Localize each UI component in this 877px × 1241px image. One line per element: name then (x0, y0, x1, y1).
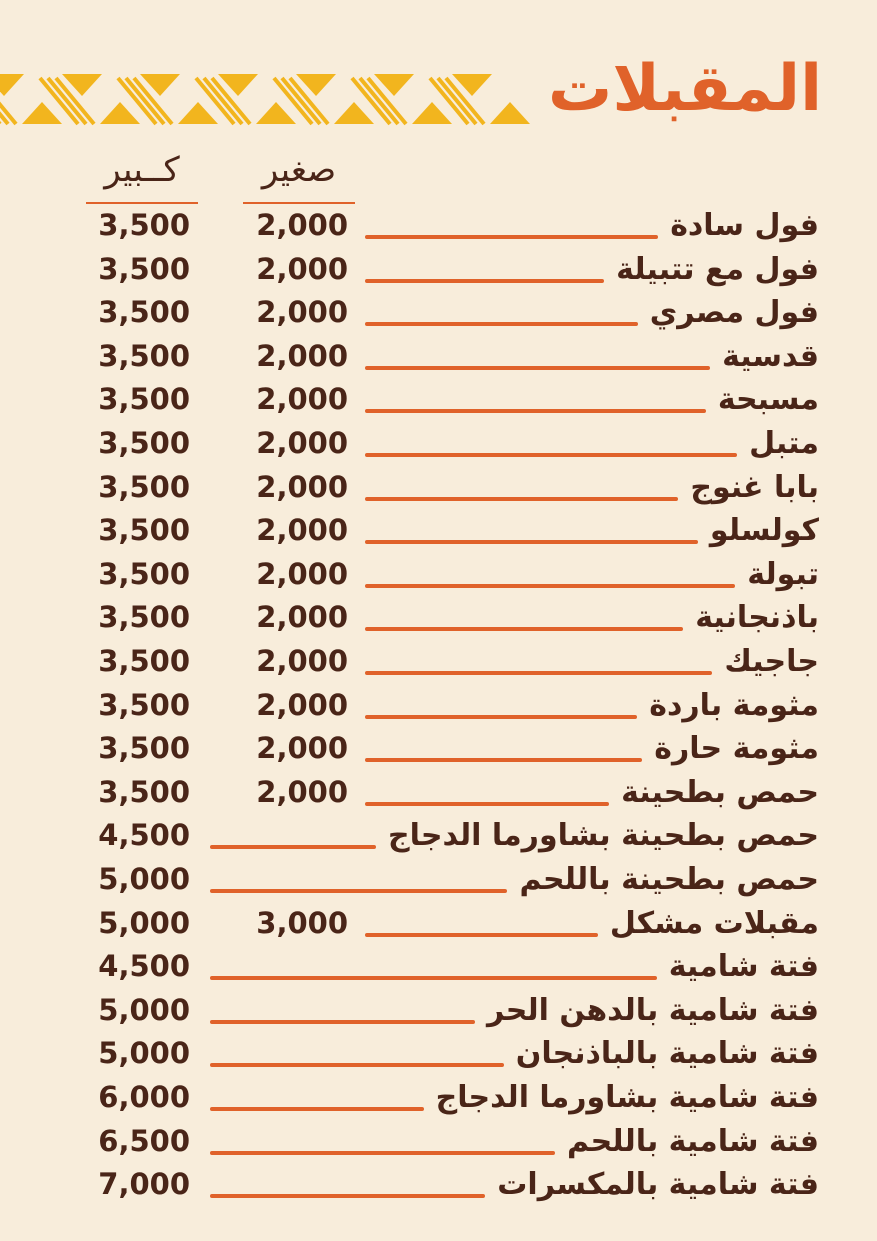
leader-dash (365, 584, 735, 588)
menu-item-row (0, 1163, 877, 1206)
price-large: 5,000 (98, 1036, 190, 1071)
menu-item-name: فتة شامية بشاورما الدجاج (435, 1080, 819, 1115)
menu-item-name: حمص بطحينة (621, 774, 819, 810)
price-small: 2,000 (256, 295, 348, 330)
menu-item-row (0, 509, 877, 552)
price-large: 3,500 (98, 251, 190, 286)
leader-dash (365, 715, 637, 719)
leader-dash (210, 1151, 555, 1155)
leader-dash (210, 1020, 475, 1024)
pattern-triangle-up (334, 102, 374, 124)
menu-item-name: فتة شامية باللحم (567, 1123, 819, 1159)
leader-dash (210, 1194, 485, 1198)
menu-item-row (0, 596, 877, 639)
leader-dash (365, 627, 683, 631)
price-large: 5,000 (98, 992, 190, 1027)
menu-item-name: مقبلات مشكل (609, 905, 819, 941)
menu-item-name: حمص بطحينة باللحم (519, 862, 819, 897)
pattern-triangle-down (0, 74, 24, 96)
menu-item-row (0, 204, 877, 247)
leader-dash (210, 1063, 504, 1067)
pattern-triangle-up (100, 102, 140, 124)
price-large: 7,000 (98, 1167, 190, 1202)
menu-item-row (0, 466, 877, 509)
menu-item-name: مثومة حارة (654, 731, 819, 767)
price-small: 2,000 (256, 382, 348, 417)
menu-item-row (0, 858, 877, 901)
pattern-triangle-up (256, 102, 296, 124)
price-small: 2,000 (256, 426, 348, 460)
menu-item-row (0, 1032, 877, 1075)
price-small: 2,000 (256, 513, 348, 548)
menu-item-row (0, 684, 877, 727)
menu-item-name: فتة شامية بالمكسرات (497, 1167, 819, 1203)
page-title: المقبلات (548, 52, 822, 126)
leader-dash (365, 322, 638, 326)
menu-item-name: بابا غنوج (690, 469, 819, 505)
leader-dash (365, 540, 698, 544)
price-large: 3,500 (98, 731, 190, 766)
price-large: 3,500 (98, 513, 190, 548)
price-small: 2,000 (256, 644, 348, 678)
menu-item-name: فول سادة (670, 208, 819, 243)
price-large: 3,500 (98, 295, 190, 330)
column-header-large-label: كــبير (104, 150, 180, 190)
price-small: 2,000 (256, 251, 348, 286)
menu-item-name: فتة شامية (668, 949, 819, 985)
menu-item-row (0, 727, 877, 770)
price-large: 3,500 (98, 382, 190, 417)
price-large: 3,500 (98, 556, 190, 591)
leader-dash (210, 889, 507, 893)
price-large: 6,000 (98, 1080, 190, 1114)
price-small: 2,000 (256, 469, 348, 504)
leader-dash (210, 976, 657, 980)
price-small: 2,000 (256, 208, 348, 242)
menu-item-name: فول مع تتبيلة (616, 251, 819, 287)
price-small: 2,000 (256, 338, 348, 373)
menu-item-name: فول مصري (649, 295, 819, 331)
leader-dash (365, 758, 642, 762)
price-large: 4,500 (98, 949, 190, 984)
price-small: 3,000 (256, 905, 348, 940)
column-header-small-label: صغير (261, 150, 337, 190)
menu-item-row (0, 814, 877, 857)
menu-item-row (0, 335, 877, 378)
price-large: 4,500 (98, 818, 190, 853)
menu-item-row (0, 640, 877, 683)
menu-item-name: مسبحة (717, 382, 819, 418)
price-large: 5,000 (98, 862, 190, 896)
price-large: 3,500 (98, 338, 190, 373)
price-large: 3,500 (98, 774, 190, 809)
menu-item-name: كولسلو (709, 513, 819, 549)
menu-item-row (0, 1120, 877, 1163)
menu-item-name: مثومة باردة (649, 687, 819, 723)
price-large: 3,500 (98, 644, 190, 678)
price-large: 3,500 (98, 208, 190, 242)
leader-dash (365, 409, 706, 413)
price-small: 2,000 (256, 687, 348, 722)
leader-dash (365, 235, 658, 239)
leader-dash (365, 366, 710, 370)
leader-dash (365, 279, 604, 283)
menu-item-row (0, 989, 877, 1032)
price-small: 2,000 (256, 600, 348, 635)
menu-item-row (0, 248, 877, 291)
menu-item-row (0, 1076, 877, 1119)
price-large: 3,500 (98, 600, 190, 635)
leader-dash (365, 453, 737, 457)
menu-item-name: قدسية (722, 338, 819, 374)
menu-item-row (0, 902, 877, 945)
price-large: 5,000 (98, 905, 190, 940)
menu-item-name: تبولة (747, 556, 819, 592)
menu-item-row (0, 291, 877, 334)
menu-item-row (0, 945, 877, 988)
price-large: 6,500 (98, 1123, 190, 1158)
column-header-large (86, 150, 198, 190)
menu-item-name: فتة شامية بالباذنجان (515, 1036, 819, 1072)
price-small: 2,000 (256, 731, 348, 766)
price-small: 2,000 (256, 774, 348, 809)
menu-item-name: حمص بطحينة بشاورما الدجاج (388, 818, 819, 854)
menu-item-name: جاجيك (724, 644, 819, 679)
price-small: 2,000 (256, 556, 348, 591)
pattern-triangle-up (178, 102, 218, 124)
price-large: 3,500 (98, 426, 190, 460)
zigzag-triangle-pattern (0, 68, 570, 130)
pattern-triangle-up (490, 102, 530, 124)
price-large: 3,500 (98, 687, 190, 722)
menu-item-name: باذنجانية (695, 600, 819, 636)
menu-item-name: فتة شامية بالدهن الحر (487, 992, 819, 1028)
leader-dash (365, 802, 609, 806)
menu-item-name: متبل (749, 426, 819, 461)
menu-item-row (0, 771, 877, 814)
leader-dash (365, 497, 678, 501)
leader-dash (365, 671, 712, 675)
leader-dash (365, 933, 598, 937)
menu-item-row (0, 378, 877, 421)
menu-item-row (0, 553, 877, 596)
pattern-triangle-up (22, 102, 62, 124)
column-header-small (243, 150, 355, 190)
leader-dash (210, 845, 376, 849)
price-large: 3,500 (98, 469, 190, 504)
leader-dash (210, 1107, 424, 1111)
pattern-triangle-up (412, 102, 452, 124)
menu-item-row (0, 422, 877, 465)
